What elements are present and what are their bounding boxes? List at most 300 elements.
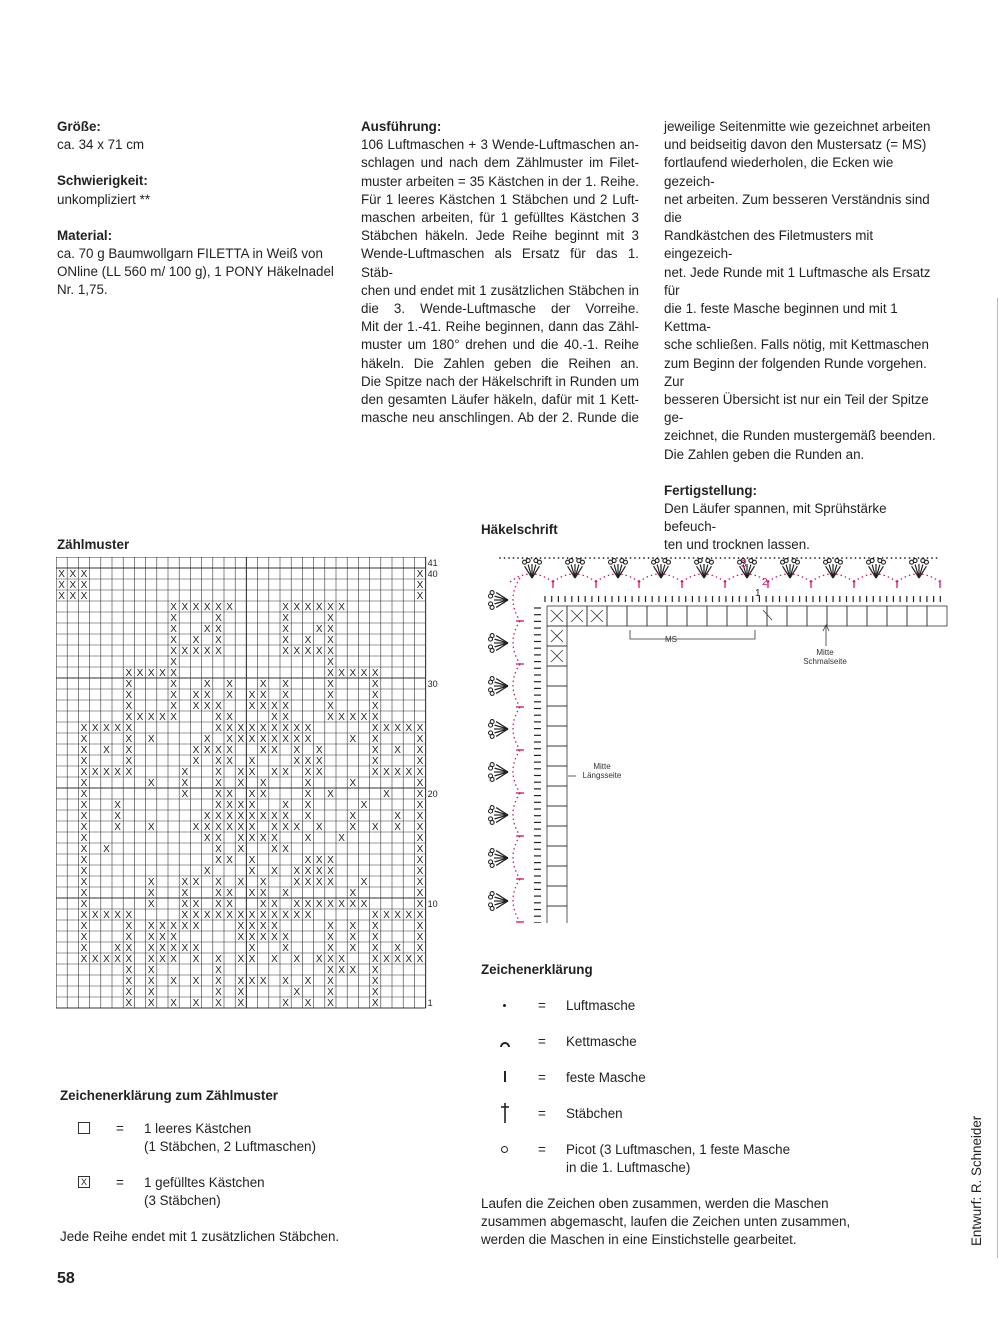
filled-cell-mark: X xyxy=(170,657,177,668)
filled-cell-mark: X xyxy=(371,767,379,778)
chain-dot xyxy=(823,557,825,559)
filled-cell-mark: X xyxy=(192,976,200,987)
filled-cell-mark: X xyxy=(237,767,245,778)
chain-dot xyxy=(760,557,762,559)
filled-cell-mark: X xyxy=(226,888,233,899)
picot xyxy=(709,560,713,564)
filled-cell-mark: X xyxy=(91,767,99,778)
filled-cell-mark: X xyxy=(69,591,77,602)
filled-cell-mark: X xyxy=(371,921,379,932)
filled-cell-mark: X xyxy=(170,701,177,712)
filled-cell-mark: X xyxy=(327,998,334,1009)
mitte-schmal-line1: Mitte xyxy=(816,648,834,657)
filled-cell-mark: X xyxy=(248,701,256,712)
filled-cell-mark: X xyxy=(237,811,245,822)
filled-cell-mark: X xyxy=(327,866,334,877)
filled-cell-mark: X xyxy=(349,822,357,833)
filled-cell-mark: X xyxy=(360,800,368,811)
filled-cell-mark: X xyxy=(282,690,289,701)
filled-box-glyph: X xyxy=(80,1177,87,1187)
instruction-line: Stäbchen häkeln. Jede Reihe beginnt mit 3 xyxy=(361,228,639,244)
filled-cell-mark: X xyxy=(304,778,312,789)
filled-cell-mark: X xyxy=(282,800,289,811)
filled-cell-mark: X xyxy=(405,767,413,778)
chain-arc xyxy=(513,664,520,707)
filled-cell-mark: X xyxy=(293,987,301,998)
filled-cell-mark: X xyxy=(58,580,65,591)
filled-cell-mark: X xyxy=(304,855,312,866)
empty-box-label xyxy=(144,1120,316,1156)
filled-cell-mark: X xyxy=(304,866,312,877)
filled-cell-mark: X xyxy=(416,822,424,833)
filled-cell-mark: X xyxy=(282,811,289,822)
row-label: 40 xyxy=(427,569,438,579)
filled-cell-mark: X xyxy=(248,943,256,954)
mitte-laengsseite-label xyxy=(576,762,628,780)
chain-dot xyxy=(670,557,672,559)
filled-cell-mark: X xyxy=(394,822,401,833)
filled-cell-mark: X xyxy=(192,690,200,701)
filled-cell-mark: X xyxy=(293,899,301,910)
chain-dot xyxy=(810,557,812,559)
chain-arc xyxy=(513,750,520,793)
filled-cell-mark: X xyxy=(226,712,233,723)
chain-dot xyxy=(562,557,564,559)
filled-cell-mark: X xyxy=(91,954,99,965)
chain-dot xyxy=(648,557,650,559)
chain-dot xyxy=(612,557,614,559)
filled-cell-mark: X xyxy=(327,602,334,613)
filled-cell-mark: X xyxy=(147,921,155,932)
filled-cell-mark: X xyxy=(215,954,222,965)
filled-cell-mark: X xyxy=(103,745,110,756)
filled-cell-mark: X xyxy=(226,899,233,910)
picot xyxy=(827,559,831,563)
filled-cell-mark: X xyxy=(416,910,424,921)
picot xyxy=(698,559,702,563)
filled-cell-mark: X xyxy=(80,833,88,844)
filled-cell-mark: X xyxy=(248,954,256,965)
filled-cell-mark: X xyxy=(371,734,379,745)
filled-cell-mark: X xyxy=(304,910,312,921)
filled-cell-mark: X xyxy=(282,635,289,646)
filled-cell-mark: X xyxy=(192,998,200,1009)
filled-cell-mark: X xyxy=(360,899,368,910)
filled-cell-mark: X xyxy=(293,646,301,657)
chain-arc xyxy=(513,578,520,621)
filled-cell-mark: X xyxy=(259,976,267,987)
filled-cell-mark: X xyxy=(215,701,222,712)
filled-cell-mark: X xyxy=(416,789,424,800)
chain-dot xyxy=(504,557,506,559)
chain-dot xyxy=(927,557,929,559)
filled-cell-mark: X xyxy=(237,921,245,932)
filled-cell-mark: X xyxy=(304,756,312,767)
round-number-2: 2 xyxy=(762,577,768,588)
filled-cell-mark: X xyxy=(181,767,189,778)
chain-dot xyxy=(850,557,852,559)
picot xyxy=(924,560,928,564)
filled-cell-mark: X xyxy=(282,602,289,613)
border-box xyxy=(867,606,887,626)
filled-cell-mark: X xyxy=(80,910,88,921)
filled-cell-mark: X xyxy=(248,932,256,943)
filled-cell-mark: X xyxy=(147,965,155,976)
chain-dot xyxy=(729,557,731,559)
filled-cell-mark: X xyxy=(416,899,424,910)
empty-box-line1: 1 leeres Kästchen xyxy=(144,1121,252,1136)
chain-dot xyxy=(567,557,569,559)
filled-cell-mark: X xyxy=(181,921,189,932)
filled-cell-mark: X xyxy=(248,789,256,800)
filled-cell-mark: X xyxy=(327,668,334,679)
filled-cell-mark: X xyxy=(215,855,222,866)
chain-dot xyxy=(621,557,623,559)
chain-dot xyxy=(936,557,938,559)
filled-cell-mark: X xyxy=(304,833,312,844)
instruction-line: die 3. Wende-Luftmasche der Vorreihe. xyxy=(361,301,639,317)
filled-cell-mark: X xyxy=(327,855,334,866)
filled-cell-mark: X xyxy=(360,877,368,888)
chain-dot xyxy=(859,557,861,559)
filled-cell-mark: X xyxy=(327,613,334,624)
filled-cell-mark: X xyxy=(394,723,401,734)
chain-dot xyxy=(526,557,528,559)
filled-cell-mark: X xyxy=(394,910,401,921)
filled-cell-mark: X xyxy=(237,723,245,734)
filled-cell-mark: X xyxy=(215,965,222,976)
filled-cell-mark: X xyxy=(327,646,334,657)
filled-cell-mark: X xyxy=(192,822,200,833)
chain-dot xyxy=(841,557,843,559)
picot xyxy=(612,559,616,563)
border-box xyxy=(547,666,567,686)
filled-cell-mark: X xyxy=(237,877,245,888)
filled-cell-mark: X xyxy=(327,921,334,932)
filled-cell-mark: X xyxy=(203,690,211,701)
margin-rule xyxy=(997,298,998,1258)
picot xyxy=(795,560,799,564)
filled-cell-mark: X xyxy=(304,789,312,800)
filled-cell-mark: X xyxy=(327,899,334,910)
filled-cell-mark: X xyxy=(271,932,278,943)
filled-cell-mark: X xyxy=(215,976,222,987)
chain-dot xyxy=(819,557,821,559)
equals-sign: = xyxy=(538,1070,546,1085)
filled-cell-mark: X xyxy=(315,602,323,613)
filled-cell-mark: X xyxy=(192,756,200,767)
filled-cell-mark: X xyxy=(170,921,177,932)
row-label: 20 xyxy=(427,789,438,799)
filled-cell-mark: X xyxy=(237,910,245,921)
filled-cell-mark: X xyxy=(349,932,357,943)
filled-cell-mark: X xyxy=(271,723,278,734)
mitte-schmalseite-label xyxy=(797,648,853,666)
instruction-line: zeichnet, die Runden mustergemäß beenden. xyxy=(664,428,936,444)
chain-dot xyxy=(864,557,866,559)
chain-dot xyxy=(711,557,713,559)
border-box xyxy=(547,886,567,906)
legend-label-dc: Stäbchen xyxy=(566,1106,623,1121)
filled-cell-mark: X xyxy=(304,723,312,734)
filled-cell-mark: X xyxy=(383,910,390,921)
border-box xyxy=(687,606,707,626)
equals-sign: = xyxy=(538,998,546,1013)
picot xyxy=(537,560,541,564)
chain-dot xyxy=(540,557,542,559)
filled-cell-mark: X xyxy=(170,943,177,954)
filled-cell-mark: X xyxy=(125,690,133,701)
chain-dot xyxy=(792,557,794,559)
filled-cell-mark: X xyxy=(215,745,222,756)
border-box xyxy=(547,906,567,923)
crochet-diagram xyxy=(480,538,950,923)
instruction-line: schlagen und nach dem Zählmuster im Filet- xyxy=(361,155,639,171)
filled-cell-mark: X xyxy=(147,998,155,1009)
border-box xyxy=(927,606,947,626)
filled-cell-mark: X xyxy=(181,899,189,910)
filled-cell-mark: X xyxy=(80,778,88,789)
symbol-legend-note xyxy=(481,1195,850,1250)
picot xyxy=(526,559,530,563)
filled-cell-mark: X xyxy=(327,701,334,712)
filled-cell-mark: X xyxy=(192,877,200,888)
filled-cell-mark: X xyxy=(203,624,211,635)
filled-cell-mark: X xyxy=(203,679,211,690)
instruction-line: Die Spitze nach der Häkelschrift in Runden um xyxy=(361,373,639,389)
instruction-line: chen und endet mit 1 zusätzlichen Stäbchen in xyxy=(361,282,639,298)
filled-cell-mark: X xyxy=(271,844,278,855)
filled-cell-mark: X xyxy=(271,899,278,910)
round-number-1: 1 xyxy=(755,588,761,599)
chain-dot xyxy=(756,557,758,559)
filled-cell-mark: X xyxy=(103,723,110,734)
chain-dot xyxy=(661,557,663,559)
filled-cell-mark: X xyxy=(248,866,256,877)
filled-cell-mark: X xyxy=(181,602,189,613)
filled-cell-mark: X xyxy=(371,822,379,833)
filled-cell-mark: X xyxy=(80,811,88,822)
filled-cell-mark: X xyxy=(327,657,334,668)
picot xyxy=(580,560,584,564)
filled-cell-mark: X xyxy=(349,965,357,976)
filled-cell-mark: X xyxy=(349,778,357,789)
filled-cell-mark: X xyxy=(416,855,424,866)
chain-dot xyxy=(549,557,551,559)
filled-cell-mark: X xyxy=(103,910,110,921)
border-box xyxy=(547,866,567,886)
chain-dot xyxy=(616,557,618,559)
filled-cell-mark: X xyxy=(271,745,278,756)
picot xyxy=(881,560,885,564)
picot xyxy=(489,723,493,727)
design-credit: Entwurf: R. Schneider xyxy=(969,1115,984,1246)
border-box xyxy=(547,726,567,746)
filled-cell-mark: X xyxy=(349,943,357,954)
filled-cell-mark: X xyxy=(282,624,289,635)
filled-cell-mark: X xyxy=(416,723,424,734)
chain-dot xyxy=(598,557,600,559)
filled-cell-mark: X xyxy=(315,877,323,888)
filled-cell-mark: X xyxy=(170,976,177,987)
chain-dot xyxy=(837,557,839,559)
filled-cell-mark: X xyxy=(304,800,312,811)
border-box xyxy=(907,606,927,626)
chain-dot xyxy=(630,557,632,559)
filled-cell-mark: X xyxy=(248,910,256,921)
picot xyxy=(490,820,494,824)
filled-cell-mark: X xyxy=(80,745,88,756)
chain-dot xyxy=(571,557,573,559)
legend-label-chain: Luftmasche xyxy=(566,998,636,1013)
border-box xyxy=(547,766,567,786)
chain-dot xyxy=(603,557,605,559)
filled-cell-mark: X xyxy=(282,910,289,921)
filled-cell-mark: X xyxy=(248,811,256,822)
filled-cell-mark: X xyxy=(282,888,289,899)
filled-cell-mark: X xyxy=(192,921,200,932)
filled-cell-mark: X xyxy=(282,712,289,723)
filled-cell-mark: X xyxy=(371,965,379,976)
filled-cell-mark: X xyxy=(203,602,211,613)
filled-cell-mark: X xyxy=(215,635,222,646)
chain-dot xyxy=(697,557,699,559)
filled-cell-mark: X xyxy=(215,833,222,844)
filled-cell-mark: X xyxy=(371,690,379,701)
filled-cell-mark: X xyxy=(215,723,222,734)
chart-legend-note: Jede Reihe endet mit 1 zusätzlichen Stäbchen. xyxy=(60,1229,340,1244)
filled-cell-mark: X xyxy=(293,866,301,877)
legend-label-sc: feste Masche xyxy=(566,1070,646,1085)
filled-cell-mark: X xyxy=(203,910,211,921)
filled-cell-mark: X xyxy=(114,910,121,921)
filled-cell-mark: X xyxy=(226,910,233,921)
filled-cell-mark: X xyxy=(271,701,278,712)
filled-cell-mark: X xyxy=(159,668,166,679)
filled-cell-mark: X xyxy=(338,954,345,965)
filled-cell-mark: X xyxy=(226,690,233,701)
chain-dot xyxy=(900,557,902,559)
filled-cell-mark: X xyxy=(259,789,267,800)
filled-cell-mark: X xyxy=(125,965,133,976)
filled-cell-mark: X xyxy=(416,943,424,954)
filled-cell-mark: X xyxy=(192,745,200,756)
filled-cell-mark: X xyxy=(259,877,267,888)
chain-dot xyxy=(499,557,501,559)
chain-dot xyxy=(868,557,870,559)
filled-cell-mark: X xyxy=(282,998,289,1009)
filled-cell-mark: X xyxy=(282,943,289,954)
border-box xyxy=(627,606,647,626)
filled-cell-mark: X xyxy=(226,723,233,734)
filled-cell-mark: X xyxy=(181,877,189,888)
chain-dot xyxy=(693,557,695,559)
filled-cell-mark: X xyxy=(304,877,312,888)
column-instructions xyxy=(361,118,639,427)
chain-dot xyxy=(774,557,776,559)
filled-cell-mark: X xyxy=(371,756,379,767)
filled-cell-mark: X xyxy=(315,899,323,910)
filled-cell-mark: X xyxy=(327,690,334,701)
border-box xyxy=(547,806,567,826)
filled-cell-mark: X xyxy=(405,954,413,965)
filled-cell-mark: X xyxy=(315,624,323,635)
filled-cell-mark: X xyxy=(215,778,222,789)
filled-cell-mark: X xyxy=(259,690,267,701)
filled-cell-mark: X xyxy=(170,932,177,943)
filled-cell-mark: X xyxy=(271,954,278,965)
single-crochet-bar-icon xyxy=(504,1071,506,1082)
filled-cell-mark: X xyxy=(383,723,390,734)
filled-cell-mark: X xyxy=(181,888,189,899)
instruction-line: muster um 180° drehen und die 40.-1. Reihe xyxy=(361,337,639,353)
chain-dot xyxy=(688,557,690,559)
filled-cell-mark: X xyxy=(327,976,334,987)
filled-cell-mark: X xyxy=(80,800,88,811)
filled-cell-mark: X xyxy=(215,767,222,778)
filled-cell-mark: X xyxy=(371,932,379,943)
filled-cell-mark: X xyxy=(383,767,390,778)
filled-cell-mark: X xyxy=(248,800,256,811)
chain-dot xyxy=(675,557,677,559)
filled-cell-mark: X xyxy=(58,591,65,602)
filled-cell-mark: X xyxy=(338,602,345,613)
chain-dot xyxy=(508,557,510,559)
filled-cell-mark: X xyxy=(248,855,256,866)
filled-cell-mark: X xyxy=(114,723,121,734)
picot xyxy=(489,680,493,684)
chain-dot xyxy=(558,557,560,559)
instruction-line: jeweilige Seitenmitte wie gezeichnet arbeiten xyxy=(664,119,931,134)
filled-cell-mark: X xyxy=(192,943,200,954)
chain-dot xyxy=(634,557,636,559)
double-crochet-cross-icon xyxy=(499,1102,511,1124)
filled-cell-mark: X xyxy=(125,921,133,932)
filled-cell-mark: X xyxy=(394,767,401,778)
chain-dot xyxy=(666,557,668,559)
filled-cell-mark: X xyxy=(304,734,312,745)
chain-dot xyxy=(832,557,834,559)
filled-cell-mark: X xyxy=(327,954,334,965)
chain-dot xyxy=(891,557,893,559)
filled-cell-mark: X xyxy=(327,943,334,954)
filled-cell-mark: X xyxy=(416,591,424,602)
mitte-lang-line2: Längsseite xyxy=(582,771,622,780)
chain-dot xyxy=(625,557,627,559)
filled-cell-mark: X xyxy=(282,723,289,734)
filled-box-label xyxy=(144,1174,265,1210)
filled-cell-mark: X xyxy=(248,756,256,767)
filled-cell-mark: X xyxy=(215,910,222,921)
filled-cell-mark: X xyxy=(304,635,312,646)
filled-cell-mark: X xyxy=(125,976,133,987)
filled-cell-mark: X xyxy=(349,712,357,723)
instruction-line: net arbeiten. Zum besseren Verständnis sind die xyxy=(664,191,930,226)
filled-cell-mark: X xyxy=(371,976,379,987)
filled-cell-mark: X xyxy=(159,943,166,954)
filled-cell-mark: X xyxy=(237,800,245,811)
filled-cell-mark: X xyxy=(293,745,301,756)
filled-cell-mark: X xyxy=(371,712,379,723)
chain-dot xyxy=(513,557,515,559)
picot xyxy=(623,560,627,564)
filled-cell-mark: X xyxy=(371,668,379,679)
chain-dot xyxy=(702,557,704,559)
filled-cell-mark: X xyxy=(394,745,401,756)
filled-cell-mark: X xyxy=(259,701,267,712)
filled-cell-mark: X xyxy=(215,624,222,635)
filled-cell-mark: X xyxy=(271,921,278,932)
